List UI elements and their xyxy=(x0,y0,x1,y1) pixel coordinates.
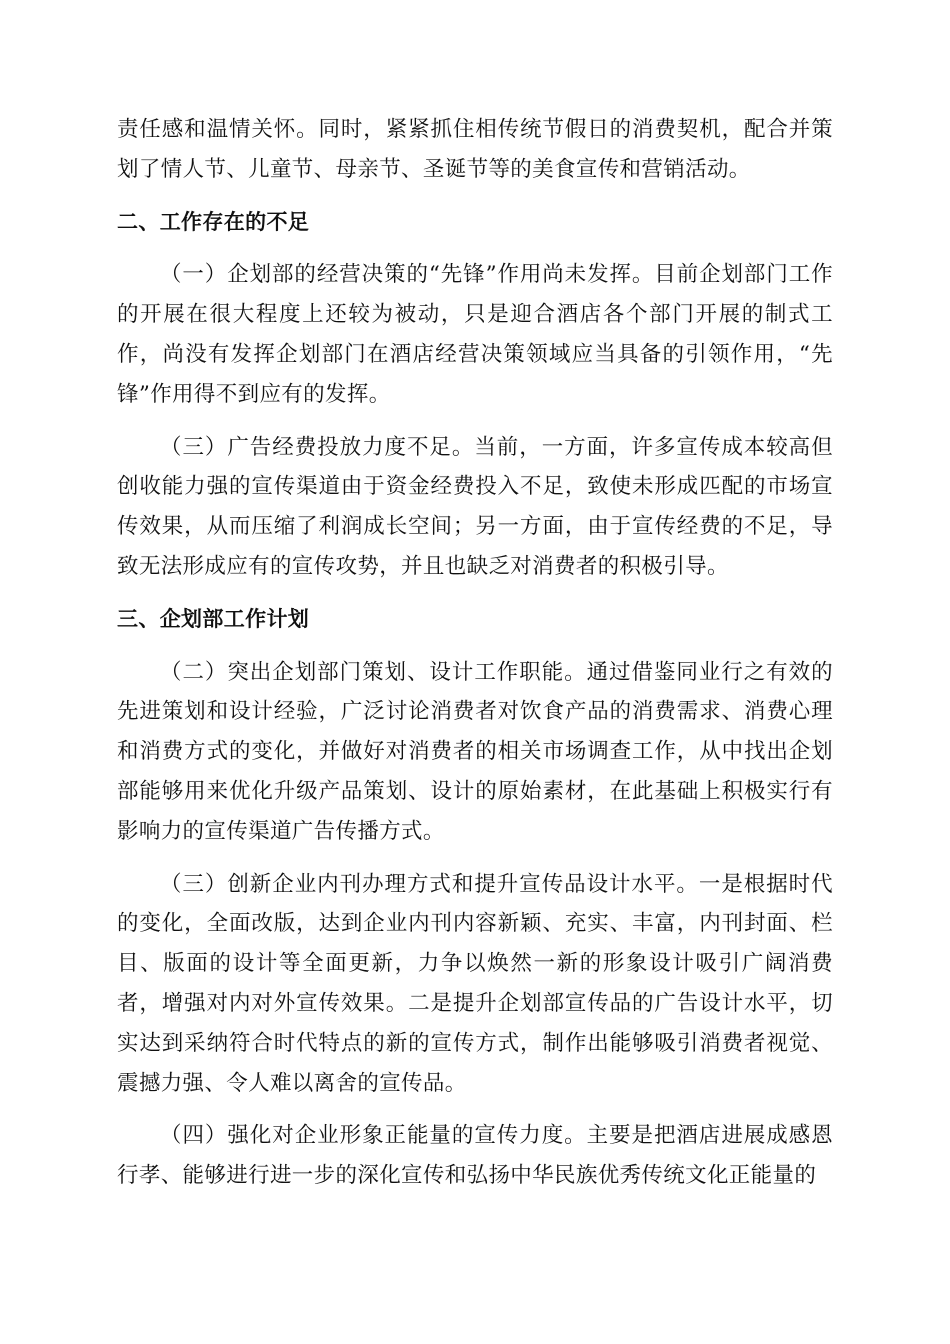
paragraph-positive-image: （四）强化对企业形象正能量的宣传力度。主要是把酒店进展成感恩行孝、能够进行进一步的深化宣传和弘扬中华民族优秀传统文化正能量的 xyxy=(117,1123,833,1189)
paragraph-ad-budget: （三）广告经费投放力度不足。当前，一方面，许多宣传成本较高但创收能力强的宣传渠道由于资金经费投入不足，致使未形成匹配的市场宣传效果，从而压缩了利润成长空间；另一方面，由于宣传经费的不足，导致无法形成应有的宣传攻势，并且也缺乏对消费者的积极引导。 xyxy=(117,434,833,579)
section-heading-work-plan: 三、企划部工作计划 xyxy=(117,606,310,631)
document-body xyxy=(117,110,833,1209)
intro-paragraph: 责任感和温情关怀。同时，紧紧抓住相传统节假日的消费契机，配合并策划了情人节、儿童节、母亲节、圣诞节等的美食宣传和营销活动。 xyxy=(117,117,833,182)
paragraph-pioneer-role: （一）企划部的经营决策的“先锋”作用尚未发挥。目前企划部门工作的开展在很大程度上还较为被动，只是迎合酒店各个部门开展的制式工作，尚没有发挥企划部门在酒店经营决策领域应当具备的引领作用，“先锋”作用得不到应有的发挥。 xyxy=(117,262,833,407)
paragraph-internal-magazine: （三）创新企业内刊办理方式和提升宣传品设计水平。一是根据时代的变化，全面改版，达到企业内刊内容新颖、充实、丰富，内刊封面、栏目、版面的设计等全面更新，力争以焕然一新的形象设计吸引广阔消费者，增强对内对外宣传效果。二是提升企划部宣传品的广告设计水平，切实达到采纳符合时代特点的新的宣传方式，制作出能够吸引消费者视觉、震撼力强、令人难以离舍的宣传品。 xyxy=(117,871,833,1096)
section-heading-shortcomings: 二、工作存在的不足 xyxy=(117,209,310,234)
paragraph-planning-design: （二）突出企划部门策划、设计工作职能。通过借鉴同业行之有效的先进策划和设计经验，广泛讨论消费者对饮食产品的消费需求、消费心理和消费方式的变化，并做好对消费者的相关市场调查工作，从中找出企划部能够用来优化升级产品策划、设计的原始素材，在此基础上积极实行有影响力的宣传渠道广告传播方式。 xyxy=(117,659,833,844)
